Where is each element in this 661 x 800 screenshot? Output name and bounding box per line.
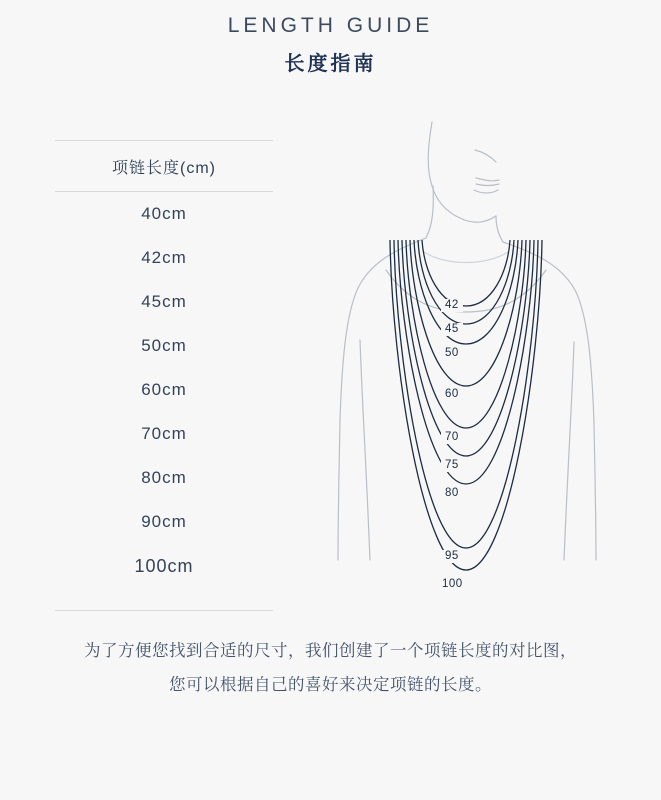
chain-label-70: 70	[441, 431, 463, 444]
list-item: 80cm	[141, 468, 187, 487]
list-bottom-divider	[55, 610, 273, 611]
chain-70	[406, 240, 526, 428]
body-outline	[338, 122, 596, 560]
footer-text	[40, 634, 621, 702]
list-item: 90cm	[141, 512, 187, 531]
list-item: 42cm	[141, 248, 187, 267]
page-title-en: LENGTH GUIDE	[227, 14, 434, 37]
chain-label-60: 60	[441, 388, 463, 401]
footer-line-2: 您可以根据自己的喜好来决定项链的长度。	[169, 676, 492, 694]
necklace-chains	[390, 240, 542, 570]
list-item: 60cm	[141, 380, 187, 399]
list-item: 70cm	[141, 424, 187, 443]
list-item: 100cm	[134, 556, 194, 576]
chain-label-80: 80	[441, 487, 463, 500]
chain-label-75: 75	[441, 459, 463, 472]
chain-75	[402, 240, 530, 456]
chain-label-45: 45	[441, 323, 463, 336]
chain-label-100: 100	[438, 578, 467, 591]
chain-label-42: 42	[441, 299, 463, 312]
list-item: 40cm	[141, 204, 187, 223]
page-header	[0, 14, 661, 76]
chain-label-50: 50	[441, 347, 463, 360]
necklace-figure	[300, 120, 630, 620]
figure-svg	[300, 120, 630, 620]
chain-42	[422, 240, 510, 306]
length-list	[55, 140, 273, 611]
list-heading: 项链长度(cm)	[112, 160, 216, 177]
chain-95	[394, 240, 538, 548]
chain-label-95: 95	[441, 550, 463, 563]
page-title-cn: 长度指南	[284, 53, 377, 75]
chain-100	[390, 240, 542, 570]
footer-line-1: 为了方便您找到合适的尺寸，我们创建了一个项链长度的对比图，	[84, 642, 577, 660]
list-item: 50cm	[141, 336, 187, 355]
list-item: 45cm	[141, 292, 187, 311]
